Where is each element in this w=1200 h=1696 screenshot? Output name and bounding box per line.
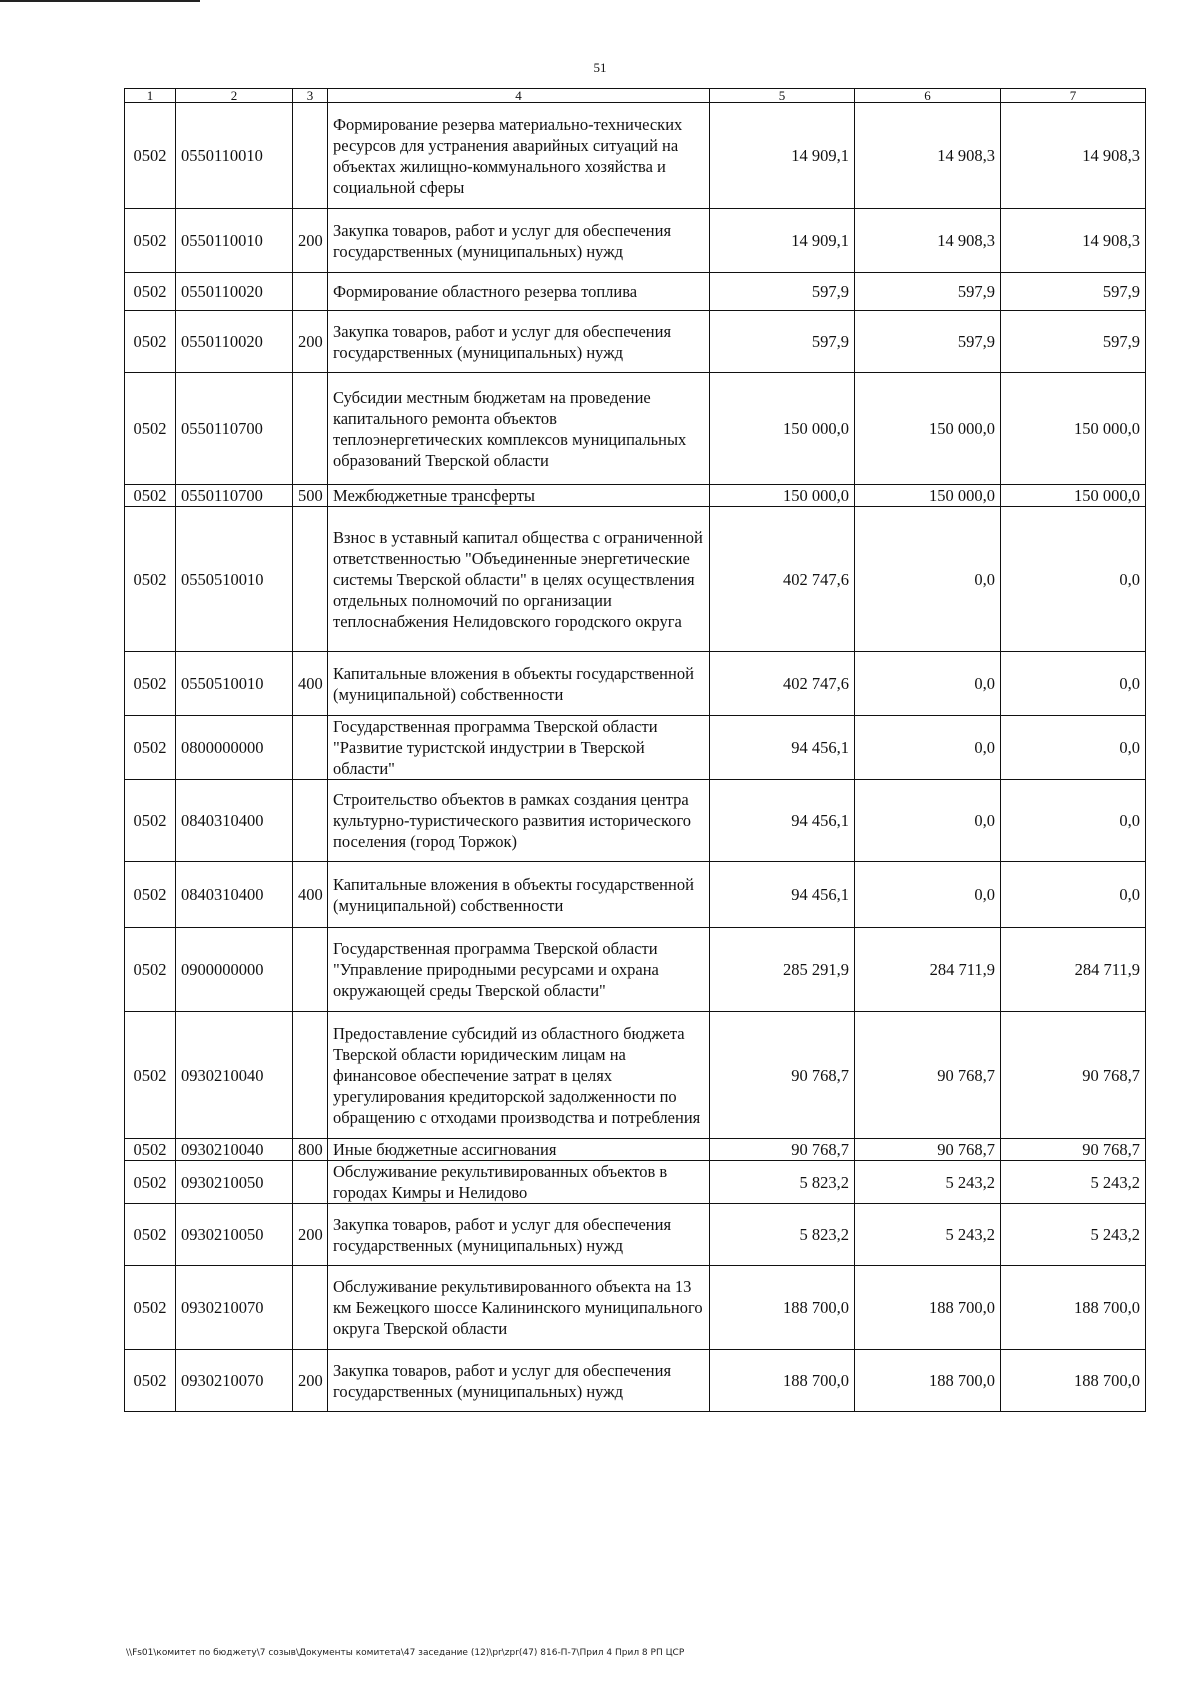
- table-row: [125, 716, 1146, 780]
- target-code-cell: 0930210050: [176, 1161, 293, 1204]
- amount-col5-cell: 90 768,7: [710, 1012, 855, 1139]
- expense-type-cell: 200: [293, 1204, 328, 1266]
- table-row: [125, 209, 1146, 273]
- amount-col5-cell: 14 909,1: [710, 103, 855, 209]
- amount-col6-cell: 0,0: [855, 716, 1001, 780]
- item-name-cell: Формирование областного резерва топлива: [328, 273, 710, 311]
- expense-type-cell: [293, 1012, 328, 1139]
- amount-col5-cell: 14 909,1: [710, 209, 855, 273]
- expense-type-cell: 400: [293, 862, 328, 928]
- target-code-cell: 0550110700: [176, 485, 293, 507]
- target-code-cell: 0930210050: [176, 1204, 293, 1266]
- section-cell: 0502: [125, 103, 176, 209]
- table-row: [125, 862, 1146, 928]
- table-row: [125, 507, 1146, 652]
- amount-col6-cell: 90 768,7: [855, 1139, 1001, 1161]
- amount-col7-cell: 0,0: [1001, 780, 1146, 862]
- section-cell: 0502: [125, 273, 176, 311]
- target-code-cell: 0550510010: [176, 652, 293, 716]
- amount-col7-cell: 284 711,9: [1001, 928, 1146, 1012]
- table-row: [125, 652, 1146, 716]
- item-name-cell: Капитальные вложения в объекты государственной (муниципальной) собственности: [328, 862, 710, 928]
- expense-type-cell: [293, 373, 328, 485]
- section-cell: 0502: [125, 1161, 176, 1204]
- expense-type-cell: [293, 507, 328, 652]
- amount-col5-cell: 597,9: [710, 311, 855, 373]
- target-code-cell: 0800000000: [176, 716, 293, 780]
- amount-col5-cell: 188 700,0: [710, 1266, 855, 1350]
- amount-col5-cell: 150 000,0: [710, 373, 855, 485]
- table-row: [125, 373, 1146, 485]
- target-code-cell: 0550110010: [176, 103, 293, 209]
- amount-col7-cell: 0,0: [1001, 652, 1146, 716]
- table-row: [125, 1350, 1146, 1412]
- amount-col7-cell: 188 700,0: [1001, 1266, 1146, 1350]
- amount-col6-cell: 0,0: [855, 652, 1001, 716]
- amount-col5-cell: 402 747,6: [710, 507, 855, 652]
- amount-col5-cell: 5 823,2: [710, 1204, 855, 1266]
- budget-table: [124, 88, 1146, 1412]
- target-code-cell: 0840310400: [176, 862, 293, 928]
- target-code-cell: 0930210040: [176, 1139, 293, 1161]
- section-cell: 0502: [125, 1012, 176, 1139]
- amount-col6-cell: 150 000,0: [855, 485, 1001, 507]
- item-name-cell: Капитальные вложения в объекты государственной (муниципальной) собственности: [328, 652, 710, 716]
- section-cell: 0502: [125, 1266, 176, 1350]
- file-path-footer: \\Fs01\комитет по бюджету\7 созыв\Документы комитета\47 заседание (12)\pr\zpr(47) 816-П-7\Прил 4 Прил 8 РП ЦСР: [126, 1648, 685, 1658]
- item-name-cell: Межбюджетные трансферты: [328, 485, 710, 507]
- item-name-cell: Иные бюджетные ассигнования: [328, 1139, 710, 1161]
- top-rule: [0, 0, 200, 2]
- column-number-row: [125, 89, 1146, 103]
- column-number: 4: [328, 89, 710, 103]
- amount-col7-cell: 90 768,7: [1001, 1012, 1146, 1139]
- section-cell: 0502: [125, 780, 176, 862]
- amount-col6-cell: 597,9: [855, 273, 1001, 311]
- amount-col5-cell: 94 456,1: [710, 780, 855, 862]
- amount-col6-cell: 90 768,7: [855, 1012, 1001, 1139]
- amount-col6-cell: 150 000,0: [855, 373, 1001, 485]
- expense-type-cell: [293, 1266, 328, 1350]
- target-code-cell: 0930210070: [176, 1350, 293, 1412]
- expense-type-cell: 200: [293, 311, 328, 373]
- amount-col7-cell: 0,0: [1001, 507, 1146, 652]
- section-cell: 0502: [125, 862, 176, 928]
- target-code-cell: 0550110700: [176, 373, 293, 485]
- table-row: [125, 103, 1146, 209]
- column-number: 5: [710, 89, 855, 103]
- amount-col6-cell: 284 711,9: [855, 928, 1001, 1012]
- amount-col7-cell: 5 243,2: [1001, 1204, 1146, 1266]
- table-row: [125, 780, 1146, 862]
- column-number: 3: [293, 89, 328, 103]
- expense-type-cell: 200: [293, 1350, 328, 1412]
- table-row: [125, 1012, 1146, 1139]
- expense-type-cell: [293, 716, 328, 780]
- item-name-cell: Взнос в уставный капитал общества с ограниченной ответственностью "Объединенные энергетические системы Тверской области" в целях осуществления отдельных полномочий по организации теплоснабжения Нелидовского городского округа: [328, 507, 710, 652]
- section-cell: 0502: [125, 1350, 176, 1412]
- amount-col7-cell: 188 700,0: [1001, 1350, 1146, 1412]
- amount-col5-cell: 94 456,1: [710, 862, 855, 928]
- column-number: 1: [125, 89, 176, 103]
- amount-col6-cell: 597,9: [855, 311, 1001, 373]
- target-code-cell: 0930210070: [176, 1266, 293, 1350]
- amount-col6-cell: 188 700,0: [855, 1350, 1001, 1412]
- amount-col7-cell: 0,0: [1001, 716, 1146, 780]
- expense-type-cell: [293, 1161, 328, 1204]
- expense-type-cell: [293, 780, 328, 862]
- amount-col7-cell: 150 000,0: [1001, 485, 1146, 507]
- expense-type-cell: 200: [293, 209, 328, 273]
- amount-col6-cell: 5 243,2: [855, 1204, 1001, 1266]
- section-cell: 0502: [125, 209, 176, 273]
- table-row: [125, 311, 1146, 373]
- target-code-cell: 0550110020: [176, 311, 293, 373]
- amount-col6-cell: 0,0: [855, 862, 1001, 928]
- item-name-cell: Закупка товаров, работ и услуг для обеспечения государственных (муниципальных) нужд: [328, 1204, 710, 1266]
- target-code-cell: 0840310400: [176, 780, 293, 862]
- item-name-cell: Государственная программа Тверской области "Развитие туристской индустрии в Тверской области": [328, 716, 710, 780]
- table-row: [125, 1204, 1146, 1266]
- target-code-cell: 0930210040: [176, 1012, 293, 1139]
- section-cell: 0502: [125, 373, 176, 485]
- section-cell: 0502: [125, 1139, 176, 1161]
- table-row: [125, 1139, 1146, 1161]
- amount-col5-cell: 5 823,2: [710, 1161, 855, 1204]
- amount-col5-cell: 90 768,7: [710, 1139, 855, 1161]
- amount-col7-cell: 14 908,3: [1001, 103, 1146, 209]
- amount-col6-cell: 0,0: [855, 507, 1001, 652]
- amount-col7-cell: 597,9: [1001, 273, 1146, 311]
- item-name-cell: Закупка товаров, работ и услуг для обеспечения государственных (муниципальных) нужд: [328, 1350, 710, 1412]
- expense-type-cell: 500: [293, 485, 328, 507]
- item-name-cell: Субсидии местным бюджетам на проведение капитального ремонта объектов теплоэнергетических комплексов муниципальных образований Тверской области: [328, 373, 710, 485]
- item-name-cell: Предоставление субсидий из областного бюджета Тверской области юридическим лицам на финансовое обеспечение затрат в целях урегулирования кредиторской задолженности по обращению с отходами производства и потребления: [328, 1012, 710, 1139]
- amount-col7-cell: 90 768,7: [1001, 1139, 1146, 1161]
- section-cell: 0502: [125, 507, 176, 652]
- item-name-cell: Государственная программа Тверской области "Управление природными ресурсами и охрана окружающей среды Тверской области": [328, 928, 710, 1012]
- amount-col7-cell: 597,9: [1001, 311, 1146, 373]
- target-code-cell: 0900000000: [176, 928, 293, 1012]
- amount-col5-cell: 150 000,0: [710, 485, 855, 507]
- target-code-cell: 0550110010: [176, 209, 293, 273]
- table-body: [125, 103, 1146, 1412]
- amount-col7-cell: 14 908,3: [1001, 209, 1146, 273]
- column-number: 2: [176, 89, 293, 103]
- section-cell: 0502: [125, 485, 176, 507]
- amount-col7-cell: 0,0: [1001, 862, 1146, 928]
- section-cell: 0502: [125, 652, 176, 716]
- expense-type-cell: [293, 273, 328, 311]
- section-cell: 0502: [125, 928, 176, 1012]
- amount-col5-cell: 188 700,0: [710, 1350, 855, 1412]
- item-name-cell: Строительство объектов в рамках создания центра культурно-туристического развития исторического поселения (город Торжок): [328, 780, 710, 862]
- expense-type-cell: 800: [293, 1139, 328, 1161]
- item-name-cell: Закупка товаров, работ и услуг для обеспечения государственных (муниципальных) нужд: [328, 311, 710, 373]
- amount-col7-cell: 150 000,0: [1001, 373, 1146, 485]
- page-number: 51: [593, 60, 607, 75]
- section-cell: 0502: [125, 311, 176, 373]
- table-row: [125, 1161, 1146, 1204]
- table-row: [125, 928, 1146, 1012]
- expense-type-cell: [293, 103, 328, 209]
- section-cell: 0502: [125, 1204, 176, 1266]
- amount-col6-cell: 0,0: [855, 780, 1001, 862]
- item-name-cell: Обслуживание рекультивированных объектов в городах Кимры и Нелидово: [328, 1161, 710, 1204]
- amount-col6-cell: 14 908,3: [855, 209, 1001, 273]
- item-name-cell: Формирование резерва материально-технических ресурсов для устранения аварийных ситуаций на объектах жилищно-коммунального хозяйства и социальной сферы: [328, 103, 710, 209]
- expense-type-cell: [293, 928, 328, 1012]
- target-code-cell: 0550110020: [176, 273, 293, 311]
- amount-col6-cell: 188 700,0: [855, 1266, 1001, 1350]
- amount-col7-cell: 5 243,2: [1001, 1161, 1146, 1204]
- column-number: 6: [855, 89, 1001, 103]
- amount-col6-cell: 5 243,2: [855, 1161, 1001, 1204]
- amount-col5-cell: 285 291,9: [710, 928, 855, 1012]
- item-name-cell: Закупка товаров, работ и услуг для обеспечения государственных (муниципальных) нужд: [328, 209, 710, 273]
- amount-col6-cell: 14 908,3: [855, 103, 1001, 209]
- table-row: [125, 1266, 1146, 1350]
- table-row: [125, 485, 1146, 507]
- table-row: [125, 273, 1146, 311]
- expense-type-cell: 400: [293, 652, 328, 716]
- target-code-cell: 0550510010: [176, 507, 293, 652]
- amount-col5-cell: 597,9: [710, 273, 855, 311]
- item-name-cell: Обслуживание рекультивированного объекта на 13 км Бежецкого шоссе Калининского муниципального округа Тверской области: [328, 1266, 710, 1350]
- amount-col5-cell: 402 747,6: [710, 652, 855, 716]
- column-number: 7: [1001, 89, 1146, 103]
- amount-col5-cell: 94 456,1: [710, 716, 855, 780]
- section-cell: 0502: [125, 716, 176, 780]
